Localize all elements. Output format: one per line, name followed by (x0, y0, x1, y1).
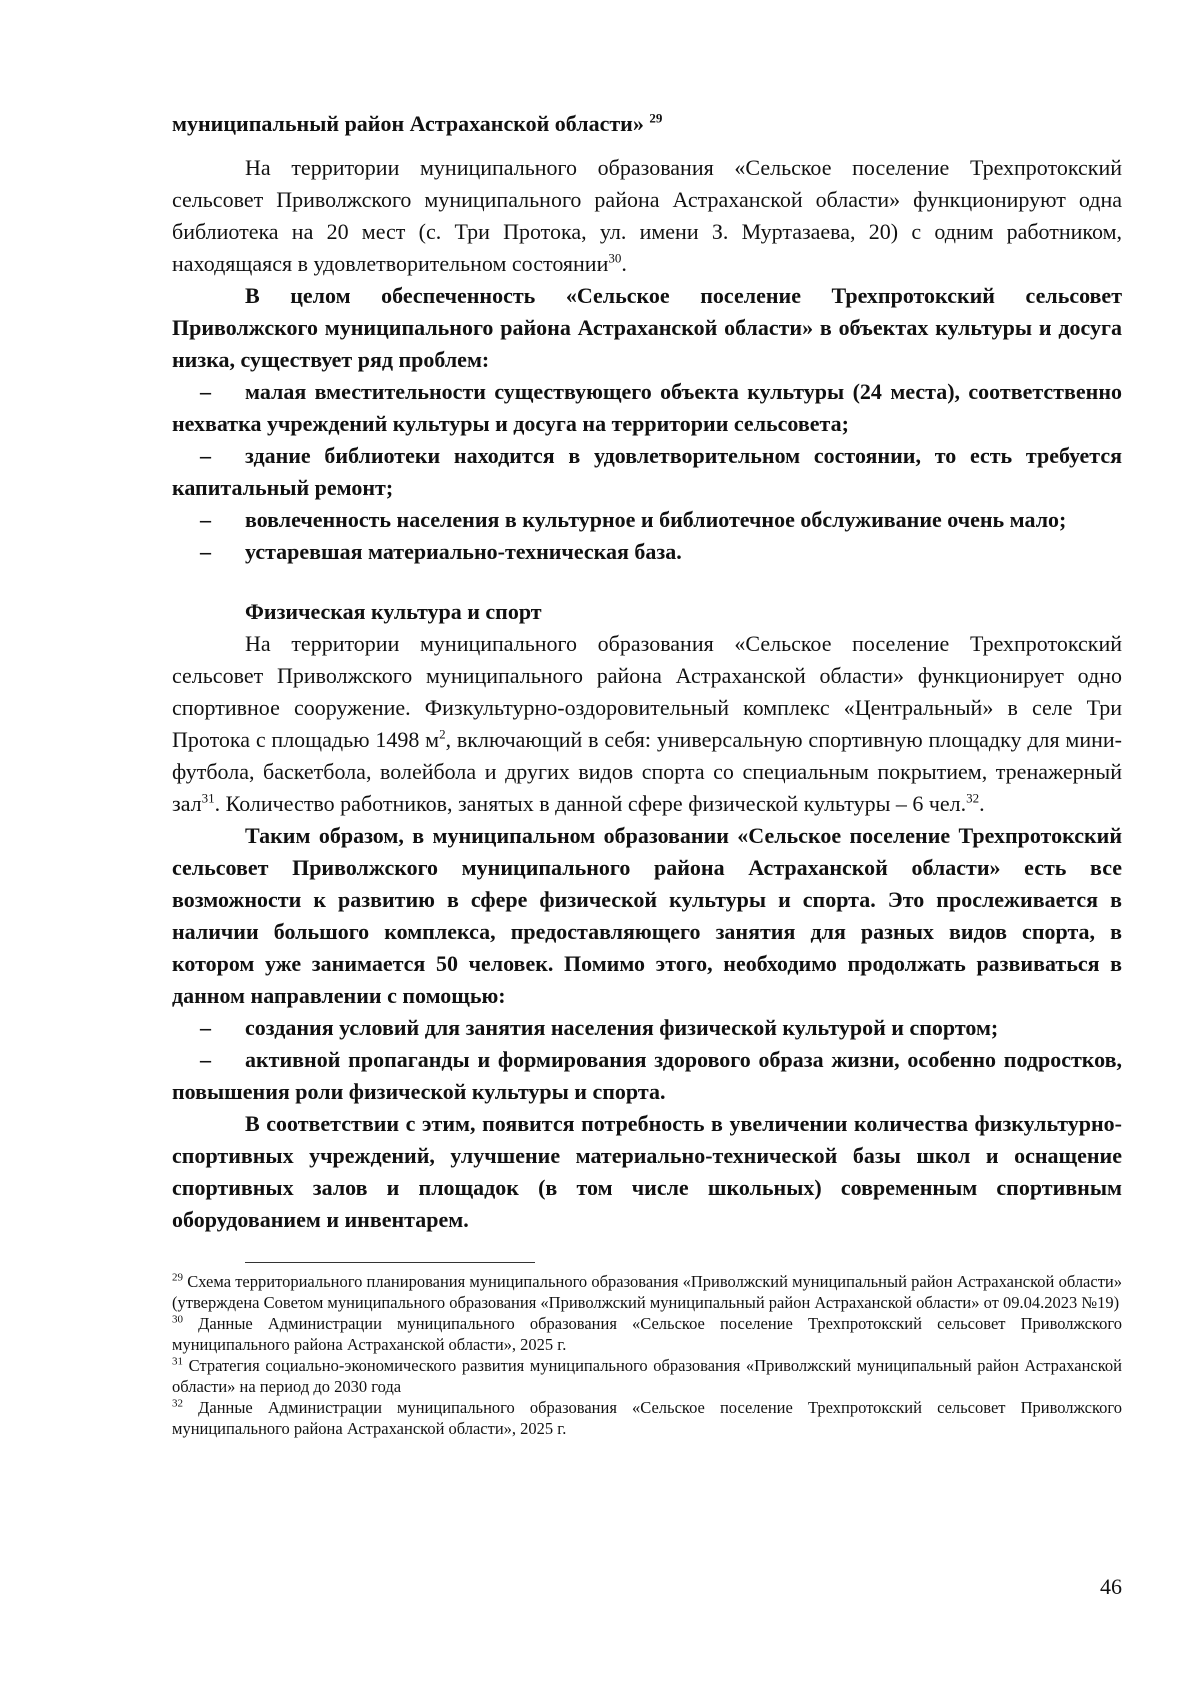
paragraph-text: , включающий в себя: универсальную спортивную площадку для мини-футбола, баскетбола, волейбола и других видов спорта со специальным покрытием, тренажерный зал (172, 727, 1122, 816)
list-item-text: активной пропаганды и формирования здорового образа жизни, особенно подростков, повышения роли физической культуры и спорта. (172, 1047, 1122, 1104)
paragraph-text: На территории муниципального образования «Сельское поселение Трехпротокский сельсовет Приволжского муниципального района Астраханской области» функционируют одна библиотека на 20 мест (с. Три Протока, ул. имени З. Муртазаева, 20) с одним работником, находящаяся в удовлетворительном состоянии (172, 155, 1122, 276)
spacer (172, 568, 1122, 596)
sport-heading: Физическая культура и спорт (245, 599, 542, 624)
footnote-text: Стратегия социально-экономического развития муниципального образования «Приволжский муниципальный район Астраханской области» на период до 2030 года (172, 1356, 1122, 1396)
sport-conclusion: В соответствии с этим, появится потребность в увеличении количества физкультурно-спортивных учреждений, улучшение материально-технической базы школ и оснащение спортивных залов и площадок (в том числе школьных) современным спортивным оборудованием и инвентарем. (172, 1111, 1122, 1232)
footnote (172, 1397, 1122, 1439)
list-item: – здание библиотеки находится в удовлетворительном состоянии, то есть требуется капитальный ремонт; (172, 443, 1122, 500)
paragraph-end: . (621, 251, 627, 276)
area-superscript: 2 (439, 726, 446, 742)
document-page (172, 108, 1122, 1439)
culture-summary: В целом обеспеченность «Сельское поселение Трехпротокский сельсовет Приволжского муниципального района Астраханской области» в объектах культуры и досуга низка, существует ряд проблем: (172, 283, 1122, 372)
footnote-text: Данные Администрации муниципального образования «Сельское поселение Трехпротокский сельсовет Приволжского муниципального района Астраханской области», 2025 г. (172, 1314, 1122, 1354)
list-item: – создания условий для занятия населения физической культурой и спортом; (200, 1015, 999, 1040)
footnote-ref: 29 (649, 110, 663, 126)
list-item-text: вовлеченность населения в культурное и библиотечное обслуживание очень мало; (245, 507, 1067, 532)
footnote-ref: 31 (201, 790, 215, 806)
footnote-number: 29 (172, 1271, 183, 1284)
list-item: – устаревшая материально-техническая база. (200, 539, 682, 564)
footnotes (172, 1271, 1122, 1439)
sport-measures-list (172, 1012, 1122, 1108)
footnote-number: 30 (172, 1313, 183, 1326)
list-item-text: малая вместительности существующего объекта культуры (24 места), соответственно нехватка учреждений культуры и досуга на территории сельсовета; (172, 379, 1122, 436)
list-item: – вовлеченность населения в культурное и библиотечное обслуживание очень мало; (200, 507, 1067, 532)
sport-summary: Таким образом, в муниципальном образовании «Сельское поселение Трехпротокский сельсовет Приволжского муниципального района Астраханской области» есть все возможности к развитию в сфере физической культуры и спорта. Это прослеживается в наличии большого комплекса, предоставляющего занятия для разных видов спорта, в котором уже занимается 50 человек. Помимо этого, необходимо продолжать развиваться в данном направлении с помощью: (172, 823, 1122, 1008)
page-number: 46 (1100, 1574, 1122, 1599)
footnote-number: 32 (172, 1397, 183, 1410)
list-item: – активной пропаганды и формирования здорового образа жизни, особенно подростков, повышения роли физической культуры и спорта. (172, 1047, 1122, 1104)
section-heading-continued (172, 108, 1122, 140)
footnote-divider (245, 1262, 535, 1263)
list-item: – малая вместительности существующего объекта культуры (24 места), соответственно нехватка учреждений культуры и досуга на территории сельсовета; (172, 379, 1122, 436)
footnote-text: Данные Администрации муниципального образования «Сельское поселение Трехпротокский сельсовет Приволжского муниципального района Астраханской области», 2025 г. (172, 1398, 1122, 1438)
list-item-text: создания условий для занятия населения физической культурой и спортом; (245, 1015, 999, 1040)
footnote (172, 1271, 1122, 1313)
footnote (172, 1355, 1122, 1397)
list-item-text: здание библиотеки находится в удовлетворительном состоянии, то есть требуется капитальный ремонт; (172, 443, 1122, 500)
sport-facility-paragraph (172, 628, 1122, 820)
footnote-number: 31 (172, 1355, 183, 1368)
footnote-text: Схема территориального планирования муниципального образования «Приволжский муниципальный район Астраханской области» (утверждена Советом муниципального образования «Приволжский муниципальный район Астраханской области» от 09.04.2023 №19) (172, 1272, 1122, 1312)
paragraph-text: . Количество работников, занятых в данной сфере физической культуры – 6 чел. (214, 791, 967, 816)
footnote (172, 1313, 1122, 1355)
footnote-ref: 30 (608, 250, 622, 266)
culture-problems-list (172, 376, 1122, 568)
heading-text: муниципальный район Астраханской области» (172, 111, 644, 136)
list-item-text: устаревшая материально-техническая база. (245, 539, 682, 564)
library-paragraph (172, 152, 1122, 280)
paragraph-text: На территории муниципального образования «Сельское поселение Трехпротокский сельсовет Приволжского муниципального района Астраханской области» функционирует одно спортивное сооружение. Физкультурно-оздоровительный комплекс «Центральный» в селе Три Протока с площадью 1498 м (172, 631, 1122, 752)
footnote-ref: 32 (966, 790, 980, 806)
paragraph-end: . (979, 791, 985, 816)
